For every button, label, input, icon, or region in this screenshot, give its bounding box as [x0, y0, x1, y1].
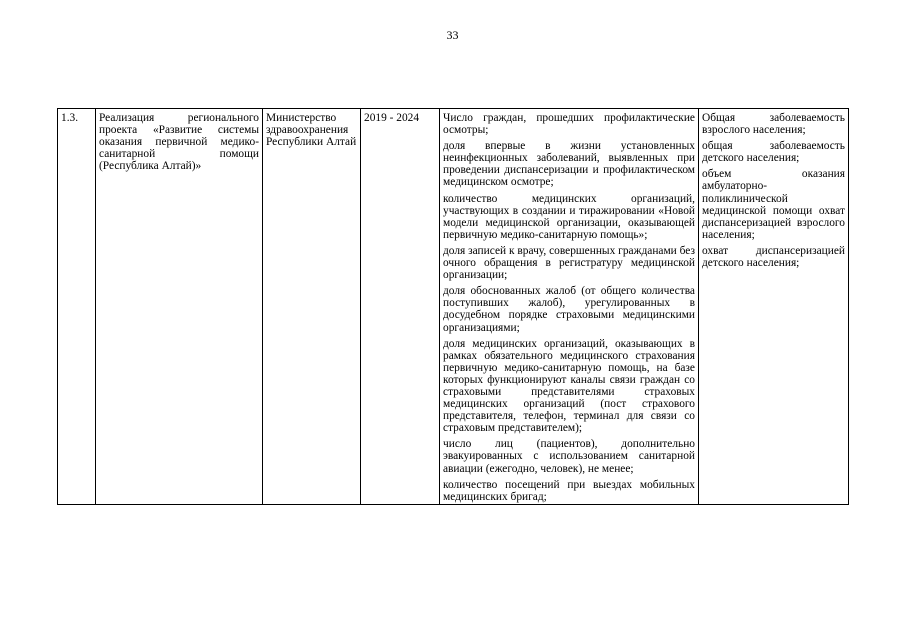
page-number: 33	[446, 28, 459, 42]
period: 2019 - 2024	[364, 112, 420, 124]
row-number: 1.3.	[61, 112, 79, 124]
indicator-item: Число граждан, прошедших профилактические осмотры;	[443, 112, 695, 137]
indicators-cell	[440, 109, 699, 505]
table-row	[58, 109, 849, 505]
indicator-item: доля записей к врачу, совершенных гражданами без очного обращения в регистратуру медицинской организации;	[443, 244, 695, 282]
row-number-cell	[58, 109, 96, 505]
program-table	[57, 108, 849, 505]
indicator-item: количество посещений при выездах мобильных медицинских бригад;	[443, 478, 695, 503]
project-cell	[96, 109, 263, 505]
indicator-item: доля обоснованных жалоб (от общего количества поступивших жалоб), урегулированных в досудебном порядке страховыми медицинскими организациями;	[443, 285, 695, 334]
executor-name: Министерство здравоохранения Республики Алтай	[266, 112, 357, 149]
outcome-item: объем оказания амбулаторно-поликлинической медицинской помощи охват диспансеризацией взрослого населения;	[702, 168, 845, 241]
outcome-item: Общая заболеваемость взрослого населения;	[702, 112, 845, 137]
indicator-item: количество медицинских организаций, участвующих в создании и тиражировании «Новой модели медицинской организации, оказывающей первичную медико-санитарную помощь»;	[443, 192, 695, 241]
indicator-item: число лиц (пациентов), дополнительно эвакуированных с использованием санитарной авиации (ежегодно, человек), не менее;	[443, 438, 695, 475]
indicator-item: доля впервые в жизни установленных неинфекционных заболеваний, выявленных при проведении диспансеризации и профилактическом медицинском осмотре;	[443, 140, 695, 189]
executor-cell	[263, 109, 361, 505]
outcome-item: общая заболеваемость детского населения;	[702, 140, 845, 165]
outcome-item: охват диспансеризацией детского населения;	[702, 244, 845, 270]
outcomes-cell	[699, 109, 849, 505]
period-cell	[361, 109, 440, 505]
indicator-item: доля медицинских организаций, оказывающих в рамках обязательного медицинского страхования первичную медико-санитарную помощь, на базе которых функционируют каналы связи граждан со страховыми представителями страховых медицинских организаций (пост страхового представителя, телефон, терминал для связи со страховым представителем);	[443, 337, 695, 435]
project-name: Реализация регионального проекта «Развитие системы оказания первичной медико-санитарной помощи (Республика Алтай)»	[99, 112, 259, 173]
